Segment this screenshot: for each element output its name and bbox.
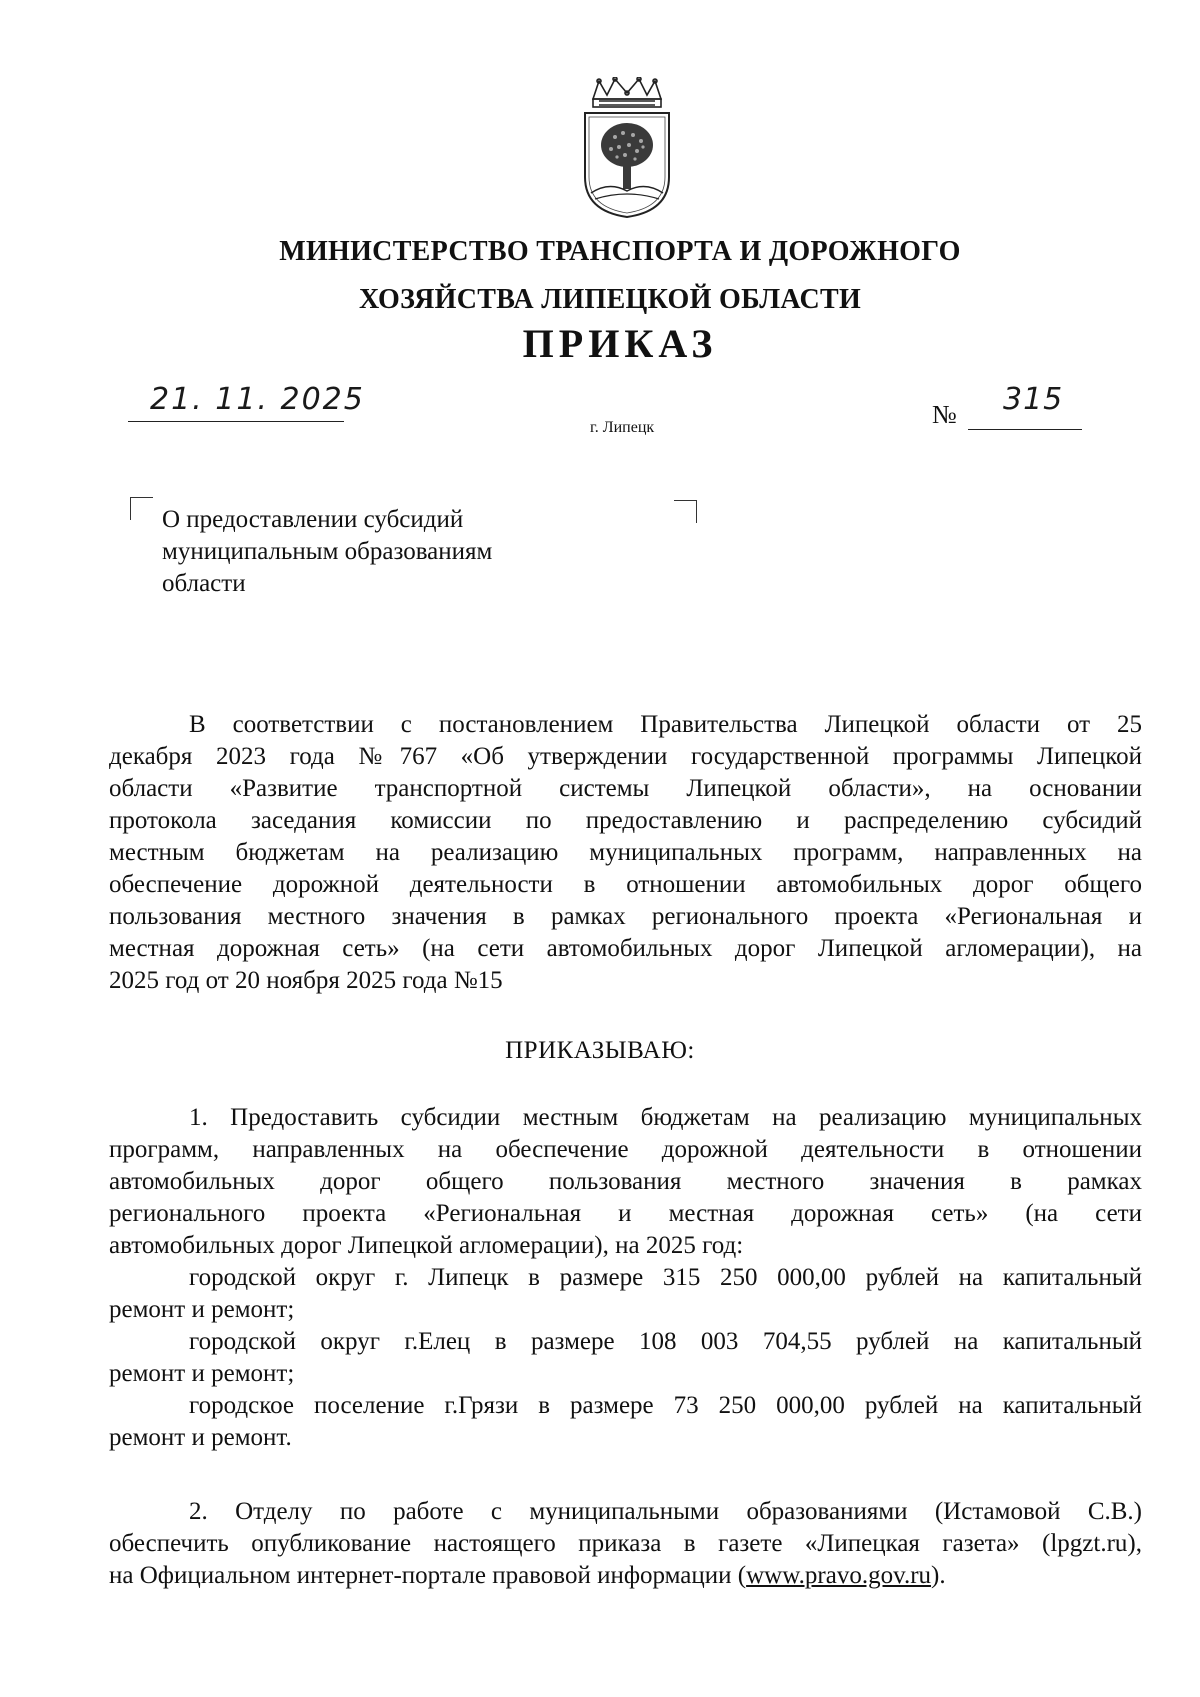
item-line: городское поселение г.Грязи в размере 73 250 000,00 рублей на капитальный <box>189 1392 1142 1419</box>
preamble-line: обеспечение дорожной деятельности в отношении автомобильных дорог общего <box>109 871 1142 898</box>
item-line: автомобильных дорог общего пользования местного значения в рамках <box>109 1168 1142 1195</box>
subject-line: О предоставлении субсидий <box>162 506 464 533</box>
item-line: городской округ г. Липецк в размере 315 250 000,00 рублей на капитальный <box>189 1264 1142 1291</box>
subject-bracket-right <box>674 500 697 523</box>
preamble-line: В соответствии с постановлением Правительства Липецкой области от 25 <box>189 711 1142 738</box>
city-name: г. Липецк <box>590 419 655 436</box>
item-line: ремонт и ремонт. <box>109 1424 292 1451</box>
preamble-line: местная дорожная сеть» (на сети автомобильных дорог Липецкой агломерации), на <box>109 935 1142 962</box>
item-line: обеспечить опубликование настоящего приказа в газете «Липецкая газета» (lpgzt.ru), <box>109 1530 1142 1557</box>
ministry-name-line-1: МИНИСТЕРСТВО ТРАНСПОРТА И ДОРОЖНОГО <box>279 236 961 267</box>
pravo-gov-link[interactable]: www.pravo.gov.ru <box>746 1562 932 1589</box>
item-line-with-link <box>109 1560 1142 1592</box>
item-line: автомобильных дорог Липецкой агломерации), на 2025 год: <box>109 1232 744 1259</box>
item-line: программ, направленных на обеспечение дорожной деятельности в отношении <box>109 1136 1142 1163</box>
preamble-line: протокола заседания комиссии по предоставлению и распределению субсидий <box>109 807 1142 834</box>
preamble-paragraph <box>109 709 1142 997</box>
item-line: 2. Отделу по работе с муниципальными образованиями (Истамовой С.В.) <box>189 1498 1142 1525</box>
document-type-title: ПРИКАЗ <box>522 321 718 366</box>
item-line: ремонт и ремонт; <box>109 1296 295 1323</box>
item-line: регионального проекта «Региональная и местная дорожная сеть» (на сети <box>109 1200 1142 1227</box>
item-line-prefix: на Официальном интернет-портале правовой информации ( <box>109 1562 747 1589</box>
subject-bracket-left <box>130 497 153 520</box>
subject-line: муниципальным образованиям <box>162 538 493 565</box>
number-underline <box>968 429 1082 430</box>
preamble-line: 2025 год от 20 ноября 2025 года №15 <box>109 967 503 994</box>
item-line: городской округ г.Елец в размере 108 003 704,55 рублей на капитальный <box>189 1328 1142 1355</box>
subject-block <box>162 504 492 600</box>
subject-line: области <box>162 570 246 597</box>
preamble-line: декабря 2023 года №767 «Об утверждении государственной программы Липецкой <box>109 743 1142 770</box>
order-item-1 <box>109 1102 1142 1454</box>
item-line: 1. Предоставить субсидии местным бюджетам на реализацию муниципальных <box>189 1104 1142 1131</box>
order-date: 21. 11. 2025 <box>150 382 365 417</box>
date-underline <box>128 421 344 422</box>
order-directive-heading: ПРИКАЗЫВАЮ: <box>505 1037 695 1064</box>
ministry-name-line-2: ХОЗЯЙСТВА ЛИПЕЦКОЙ ОБЛАСТИ <box>358 284 862 315</box>
preamble-line: местным бюджетам на реализацию муниципальных программ, направленных на <box>109 839 1142 866</box>
lipetsk-coat-of-arms-icon <box>579 77 675 219</box>
preamble-line: области «Развитие транспортной системы Липецкой области», на основании <box>109 775 1142 802</box>
order-item-2 <box>109 1496 1142 1592</box>
order-number: 315 <box>1003 382 1064 417</box>
number-sign: № <box>932 400 957 429</box>
item-line-suffix: ). <box>931 1562 946 1589</box>
item-line: ремонт и ремонт; <box>109 1360 295 1387</box>
preamble-line: пользования местного значения в рамках регионального проекта «Региональная и <box>109 903 1142 930</box>
